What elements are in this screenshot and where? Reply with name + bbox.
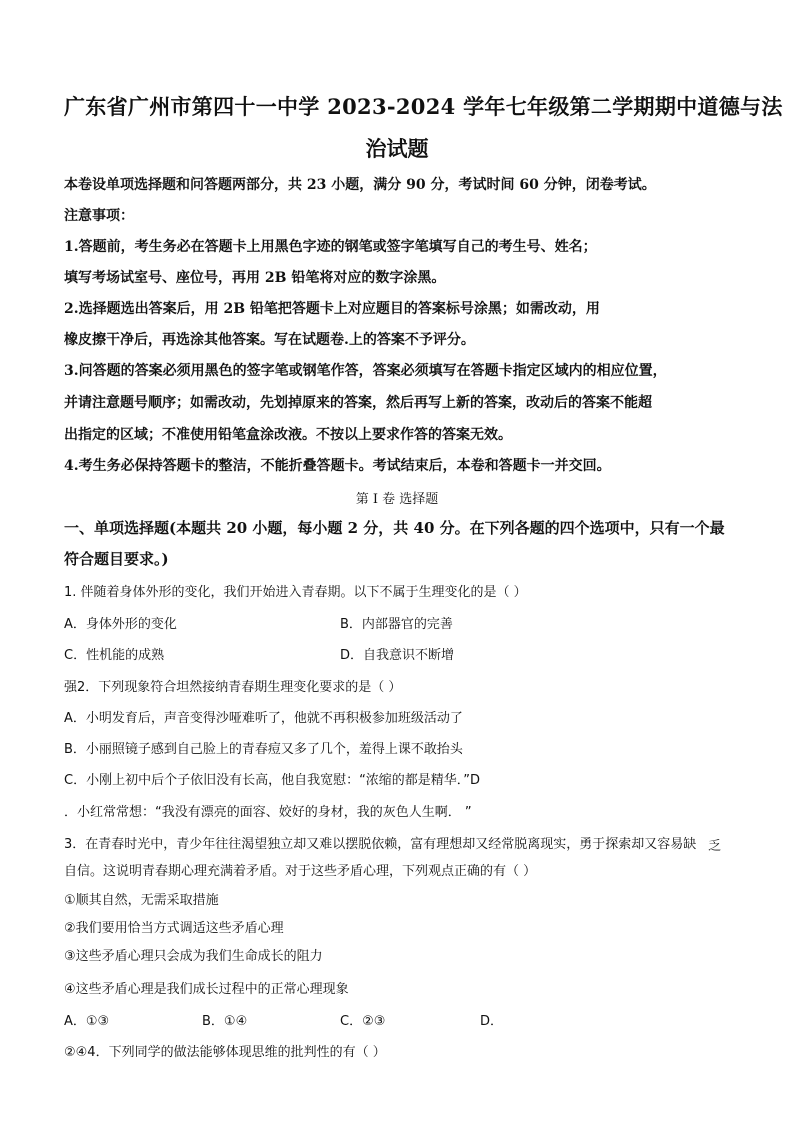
notice-3-line-2: 并请注意题号顺序；如需改动，先划掉原来的答案，然后再写上新的答案，改动后的答案不能超 (64, 395, 652, 411)
question-3-item-1: ①顺其自然，无需采取措施 (64, 893, 219, 908)
notice-2-line-1: 2.选择题选出答案后，用 2B 铅笔把答题卡上对应题目的答案标号涂黑；如需改动，用 (64, 301, 600, 317)
part-1-heading-line-1: 一、单项选择题(本题共 20 小题，每小题 2 分，共 40 分。在下列各题的四个选项中，只有一个最 (64, 519, 725, 537)
question-3-option-b: B．①④ (202, 1014, 248, 1029)
notice-3-line-3: 出指定的区域；不准使用铅笔盒涂改液。不按以上要求作答的答案无效。 (64, 427, 512, 443)
exam-title-line-1: 广东省广州市第四十一中学 2023-2024 学年七年级第二学期期中道德与法 (64, 94, 783, 119)
question-1-option-d: D．自我意识不断增 (340, 648, 455, 663)
question-1-option-a: A．身体外形的变化 (64, 617, 177, 632)
question-4-stem: ②④4．下列同学的做法能够体现思维的批判性的有（ ） (64, 1045, 386, 1060)
question-3-option-a: A．①③ (64, 1014, 110, 1029)
question-3-option-c: C．②③ (340, 1014, 386, 1029)
question-2-option-d: ．小红常常想：“我没有漂亮的面容、姣好的身材，我的灰色人生啊． ” (64, 805, 472, 820)
question-2-stem: 强2．下列现象符合坦然接纳青春期生理变化要求的是（ ） (64, 680, 402, 695)
question-3-stem-wrap: 乏 (708, 839, 722, 854)
question-1-option-b: B．内部器官的完善 (340, 617, 453, 632)
notice-1-line-1: 1.答题前，考生务必在答题卡上用黑色字迹的钢笔或签字笔填写自己的考生号、姓名； (64, 239, 597, 255)
question-1-option-c: C．性机能的成熟 (64, 648, 165, 663)
question-1-stem: 1. 伴随着身体外形的变化，我们开始进入青春期。以下不属于生理变化的是（ ） (64, 585, 527, 600)
notice-1-line-2: 填写考场试室号、座位号，再用 2B 铅笔将对应的数字涂黑。 (64, 270, 446, 286)
exam-title-line-2: 治试题 (365, 136, 429, 161)
notice-4: 4.考生务必保持答题卡的整洁，不能折叠答题卡。考试结束后，本卷和答题卡一并交回。 (64, 458, 611, 474)
question-3-item-3: ③这些矛盾心理只会成为我们生命成长的阻力 (64, 949, 323, 964)
part-1-heading-line-2: 符合题目要求。) (64, 550, 169, 568)
question-3-item-4: ④这些矛盾心理是我们成长过程中的正常心理现象 (64, 982, 349, 997)
question-2-option-b: B．小丽照镜子感到自己脸上的青春痘又多了几个，羞得上课不敢抬头 (64, 742, 463, 757)
question-2-option-c: C．小刚上初中后个子依旧没有长高，他自我宽慰：“浓缩的都是精华．”D (64, 773, 481, 788)
exam-summary: 本卷设单项选择题和问答题两部分，共 23 小题，满分 90 分，考试时间 60 分钟，闭卷考试。 (64, 177, 656, 193)
part-1-title: 第 I 卷 选择题 (355, 492, 439, 507)
notice-heading: 注意事项： (64, 208, 134, 224)
question-2-option-a: A．小明发育后，声音变得沙哑难听了，他就不再积极参加班级活动了 (64, 711, 463, 726)
notice-2-line-2: 橡皮擦干净后，再选涂其他答案。写在试题卷.上的答案不予评分。 (64, 332, 475, 348)
question-3-option-d: D． (480, 1014, 504, 1029)
question-3-item-2: ②我们要用恰当方式调适这些矛盾心理 (64, 921, 284, 936)
question-3-stem-line-2: 自信。这说明青春期心理充满着矛盾。对于这些矛盾心理，下列观点正确的有（ ） (64, 864, 537, 879)
notice-3-line-1: 3.问答题的答案必须用黑色的签字笔或钢笔作答，答案必须填写在答题卡指定区域内的相应位置， (64, 363, 667, 379)
question-3-stem-line-1: 3．在青春时光中，青少年往往渴望独立却又难以摆脱依赖，富有理想却又经常脱离现实，勇于探索却又容易缺 (64, 837, 697, 852)
